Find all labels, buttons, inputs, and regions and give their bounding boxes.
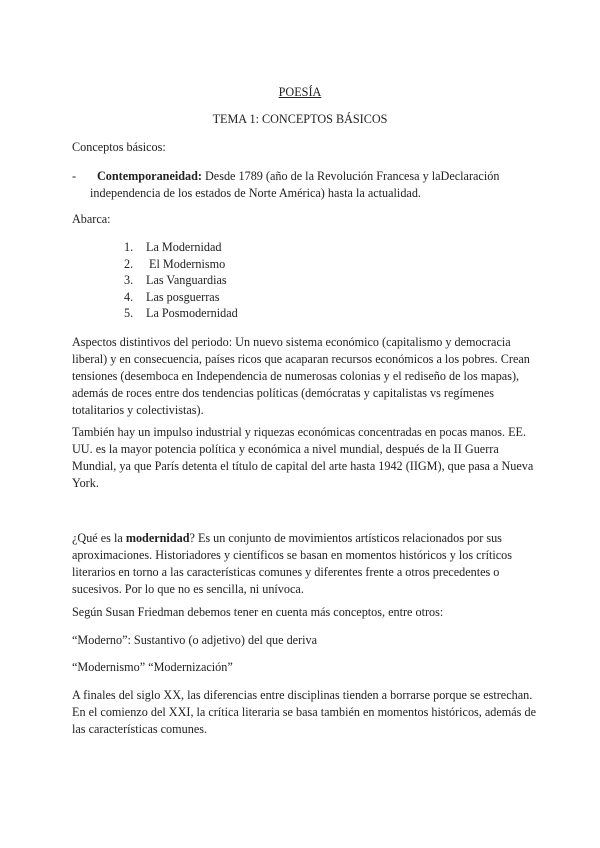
bullet-dash: - xyxy=(72,169,77,183)
paragraph-friedman: Según Susan Friedman debemos tener en cuenta más conceptos, entre otros: xyxy=(72,605,444,619)
list-item: 2. El Modernismo xyxy=(124,256,226,271)
bullet-term: Contemporaneidad: xyxy=(97,169,202,183)
page-title: POESÍA xyxy=(278,85,322,99)
intro-text: Conceptos básicos: xyxy=(72,140,166,154)
paragraph-finales: A finales del siglo XX, las diferencias entre disciplinas tienden a borrarse porque se estrechan. En el comienzo del XXI, la crítica literaria se basa también en momentos históricos, además de las características comunes. xyxy=(72,688,536,736)
paragraph-modernismo: “Modernismo” “Modernización” xyxy=(72,660,233,674)
bullet-contemporaneidad xyxy=(90,168,530,202)
paragraph-moderno: “Moderno”: Sustantivo (o adjetivo) del que deriva xyxy=(72,633,318,647)
list-item: 4. Las posguerras xyxy=(124,289,220,304)
list-item: 1. La Modernidad xyxy=(124,240,222,254)
list-item: 3. Las Vanguardias xyxy=(124,273,227,288)
paragraph-modernidad: ¿Qué es la modernidad? Es un conjunto de movimientos artísticos relacionados por sus aproximaciones. Historiadores y científicos se basan en momentos históricos y los críticos literarios en torno a las características comunes y diferentes frente a otros precedentes o sucesivos. Por lo que no es sencilla, ni unívoca. xyxy=(72,531,513,596)
paragraph-impulso: También hay un impulso industrial y riquezas económicas concentradas en pocas manos. EE. UU. es la mayor potencia política y económica a nivel mundial, después de la II Guerra Mundial, ya que París detenta el título de capital del arte hasta 1942 (IIGM), que pasa a Nueva York. xyxy=(72,425,534,490)
periods-list xyxy=(124,239,238,322)
page-subtitle: TEMA 1: CONCEPTOS BÁSICOS xyxy=(212,112,388,126)
list-item: 5. La Posmodernidad xyxy=(124,306,238,321)
bullet-text-line1: Desde 1789 (año de la Revolución Francesa y laDeclaración xyxy=(201,169,500,183)
abarca-label: Abarca: xyxy=(72,212,111,226)
bullet-text-line2: independencia de los estados de Norte América) hasta la actualidad. xyxy=(90,186,421,200)
paragraph-aspectos: Aspectos distintivos del periodo: Un nuevo sistema económico (capitalismo y democracia liberal) y en consecuencia, países ricos que acaparan recursos económicos a los pobres. Crean tensiones (desemboca en Independencia de numerosas colonias y el rediseño de los mapas), además de roces entre dos tendencias políticas (demócratas y capitalistas vs regímenes totalitarios y colectivistas). xyxy=(72,335,530,417)
